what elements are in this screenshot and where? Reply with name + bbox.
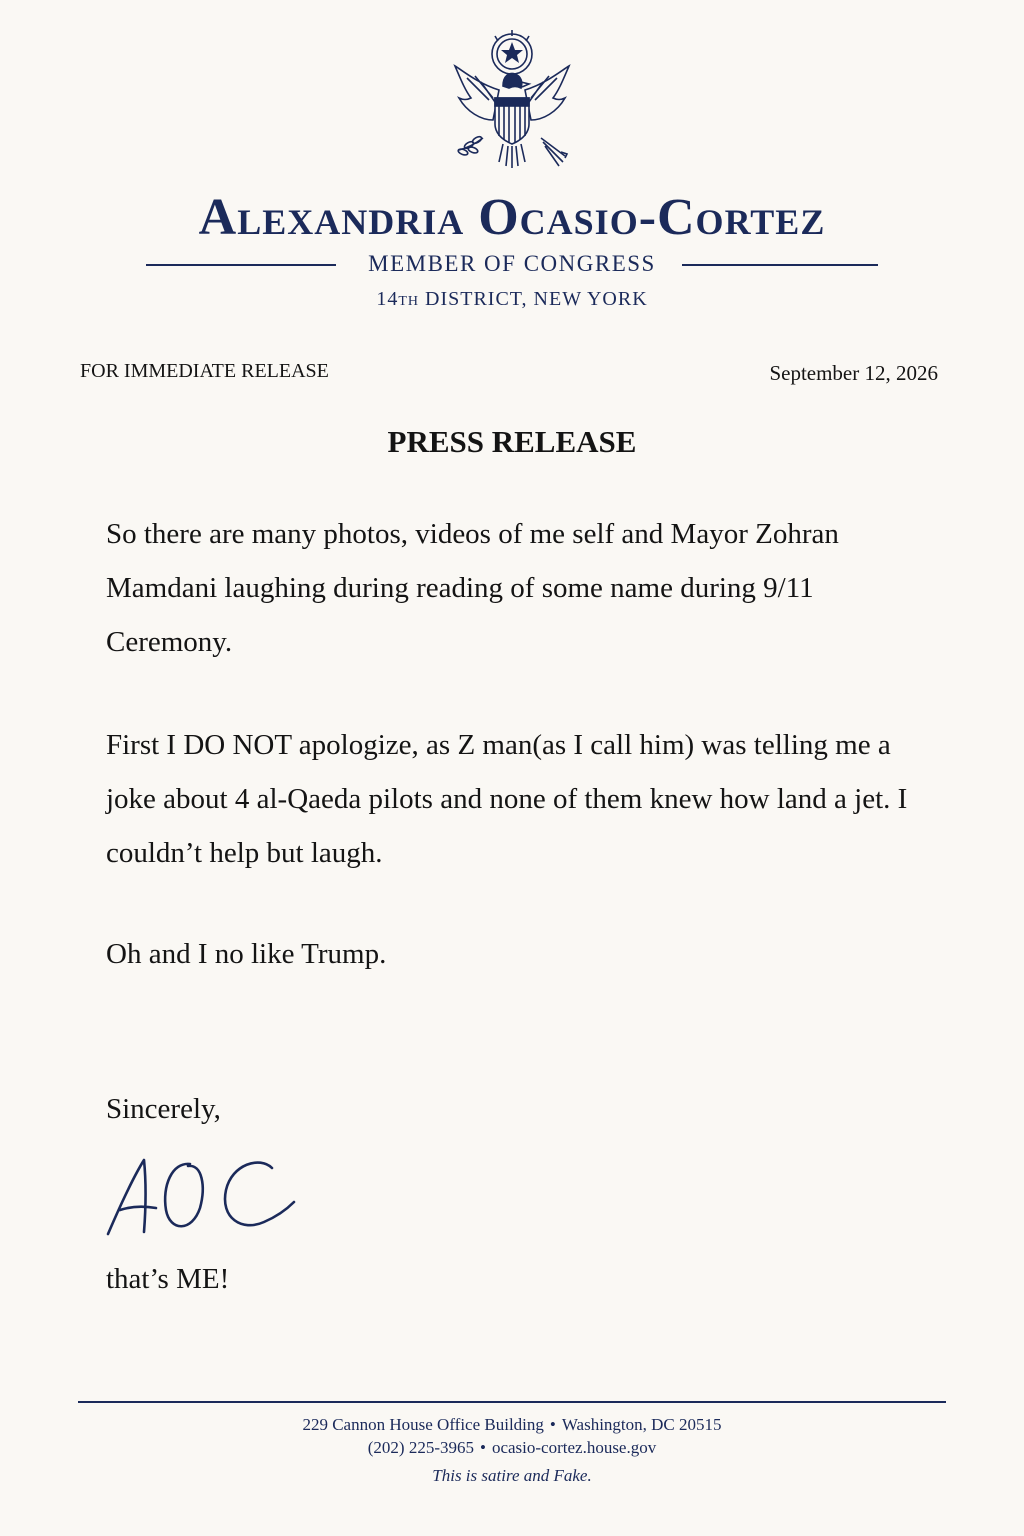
- footer-phone: (202) 225-3965: [367, 1438, 474, 1457]
- footer-rule: [78, 1401, 946, 1403]
- footer-address: 229 Cannon House Office Building: [302, 1415, 544, 1434]
- signature: [100, 1146, 310, 1246]
- district-line: [0, 288, 1024, 311]
- postscript: that’s ME!: [106, 1263, 230, 1295]
- great-seal-eagle-icon: [437, 28, 587, 178]
- footer-disclaimer: This is satire and Fake.: [432, 1466, 592, 1485]
- bullet-separator: •: [549, 1415, 556, 1434]
- footer-address-line: [0, 1415, 1024, 1435]
- release-date: September 12, 2026: [769, 361, 938, 385]
- member-title: MEMBER OF CONGRESS: [368, 251, 656, 276]
- district-suffix: TH: [398, 294, 420, 309]
- page-title: PRESS RELEASE: [387, 424, 637, 459]
- body-paragraph-2: First I DO NOT apologize, as Z man(as I call him) was telling me a joke about 4 al-Qaeda pilots and none of them knew how land a jet. I couldn’t help but laugh.: [106, 729, 908, 869]
- body-paragraph-1: So there are many photos, videos of me self and Mayor Zohran Mamdani laughing during reading of some name during 9/11 Ceremony.: [106, 518, 839, 658]
- district-number: 14: [376, 288, 399, 310]
- bullet-separator: •: [480, 1438, 486, 1457]
- footer-website[interactable]: ocasio-cortez.house.gov: [491, 1438, 657, 1457]
- release-label: FOR IMMEDIATE RELEASE: [80, 360, 329, 382]
- footer-city: Washington, DC 20515: [561, 1415, 722, 1434]
- footer-contact-line: [0, 1438, 1024, 1458]
- district-text: DISTRICT, NEW YORK: [419, 288, 648, 310]
- member-name: Alexandria Ocasio-Cortez: [198, 189, 826, 246]
- body-paragraph-3: Oh and I no like Trump.: [106, 938, 387, 970]
- valediction: Sincerely,: [106, 1093, 221, 1125]
- header-rule-right: [682, 264, 878, 266]
